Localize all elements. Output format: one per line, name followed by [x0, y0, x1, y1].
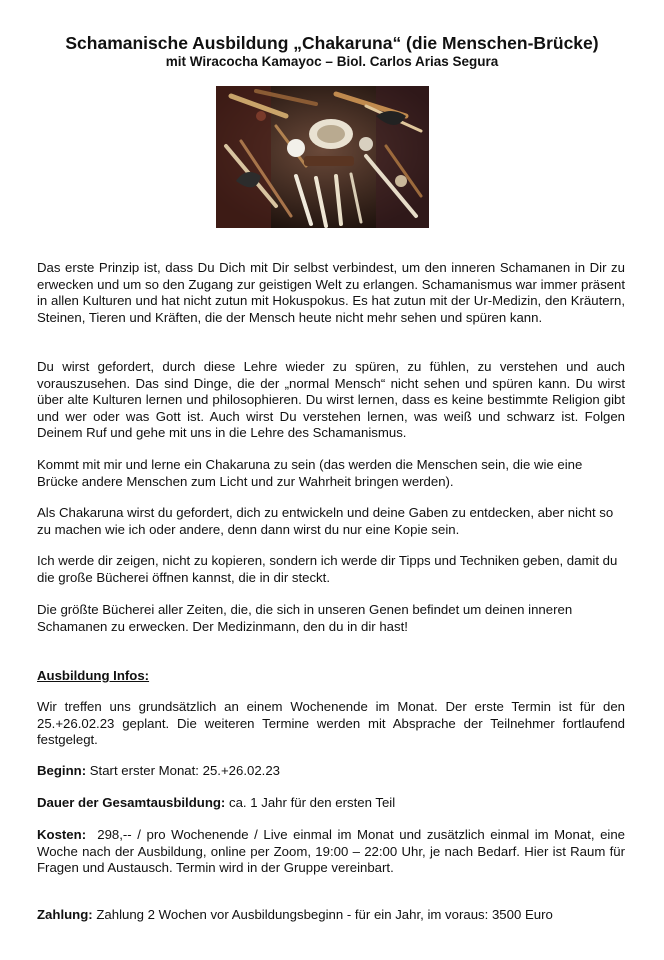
paragraph-6: Die größte Bücherei aller Zeiten, die, die sich in unseren Genen befindet um deinen inneren Schamanen zu erwecken. Der Medizinmann, den du in dir hast!: [37, 602, 573, 634]
info-kosten: [37, 827, 625, 877]
info-intro: Wir treffen uns grundsätzlich an einem Wochenende im Monat. Der erste Termin ist für den 25.+26.02.23 geplant. Die weiteren Termine werden mit Absprache der Teilnehmer fortlaufend festgelegt.: [37, 699, 625, 748]
paragraph-2: Du wirst gefordert, durch diese Lehre wieder zu spüren, zu fühlen, zu verstehen und auch vorauszusehen. Das sind Dinge, die der „normal Mensch“ nicht sehen und spüren kann. Du wirst über alte Kulturen lernen und philosophieren. Du wirst lernen, dass es keine bestimmte Religion gibt und wer oder was Gott ist. Auch wirst Du verstehen lernen, was weiß und schwarz ist. Folgen Deinem Ruf und gehe mit uns in die Lehre des Schamanismus.: [37, 359, 625, 441]
document-subtitle: mit Wiracocha Kamayoc – Biol. Carlos Arias Segura: [165, 54, 499, 69]
beginn-value: Start erster Monat: 25.+26.02.23: [89, 763, 280, 778]
info-heading: Ausbildung Infos:: [37, 668, 150, 683]
dauer-value: ca. 1 Jahr für den ersten Teil: [229, 795, 396, 810]
dauer-label: Dauer der Gesamtausbildung:: [37, 795, 226, 810]
info-dauer: [37, 795, 625, 812]
shamanic-tools-photo: [216, 86, 429, 228]
zahlung-value: Zahlung 2 Wochen vor Ausbildungsbeginn - für ein Jahr, im voraus: 3500 Euro: [96, 907, 553, 922]
info-zahlung: [37, 907, 625, 924]
beginn-label: Beginn:: [37, 763, 87, 778]
paragraph-1: Das erste Prinzip ist, dass Du Dich mit Dir selbst verbindest, um den inneren Schamanen in Dir zu erwecken und um so den Zugang zur geistigen Welt zu erlangen. Schamanismus war immer präsent in allen Kulturen und hat nicht zutun mit Hokuspokus. Es hat zutun mit der Ur-Medizin, den Kräutern, Steinen, Tieren und Kräften, die der Mensch heute nicht mehr sehen und spüren kann.: [37, 260, 625, 325]
kosten-label: Kosten:: [37, 827, 87, 842]
paragraph-3: Kommt mit mir und lerne ein Chakaruna zu sein (das werden die Menschen sein, die wie eine Brücke andere Menschen zum Licht und zur Wahrheit bringen werden).: [37, 457, 583, 489]
zahlung-label: Zahlung:: [37, 907, 93, 922]
info-beginn: [37, 763, 625, 780]
paragraph-4: Als Chakaruna wirst du gefordert, dich zu entwickeln und deine Gaben zu entdecken, aber nicht so zu machen wie ich oder andere, denn dann wirst du nur eine Kopie sein.: [37, 505, 614, 537]
kosten-value: 298,-- / pro Wochenende / Live einmal im Monat und zusätzlich einmal im Monat, eine Woche nach der Ausbildung, online per Zoom, 19:00 – 22:00 Uhr, je nach Bedarf. Hier ist Raum für Fragen und Austausch. Termin wird in der Gruppe vereinbart.: [37, 827, 625, 876]
document-title: Schamanische Ausbildung „Chakaruna“ (die Menschen-Brücke): [65, 33, 599, 53]
paragraph-5: Ich werde dir zeigen, nicht zu kopieren, sondern ich werde dir Tipps und Techniken geben, damit du die große Bücherei öffnen kannst, die in dir steckt.: [37, 553, 618, 585]
